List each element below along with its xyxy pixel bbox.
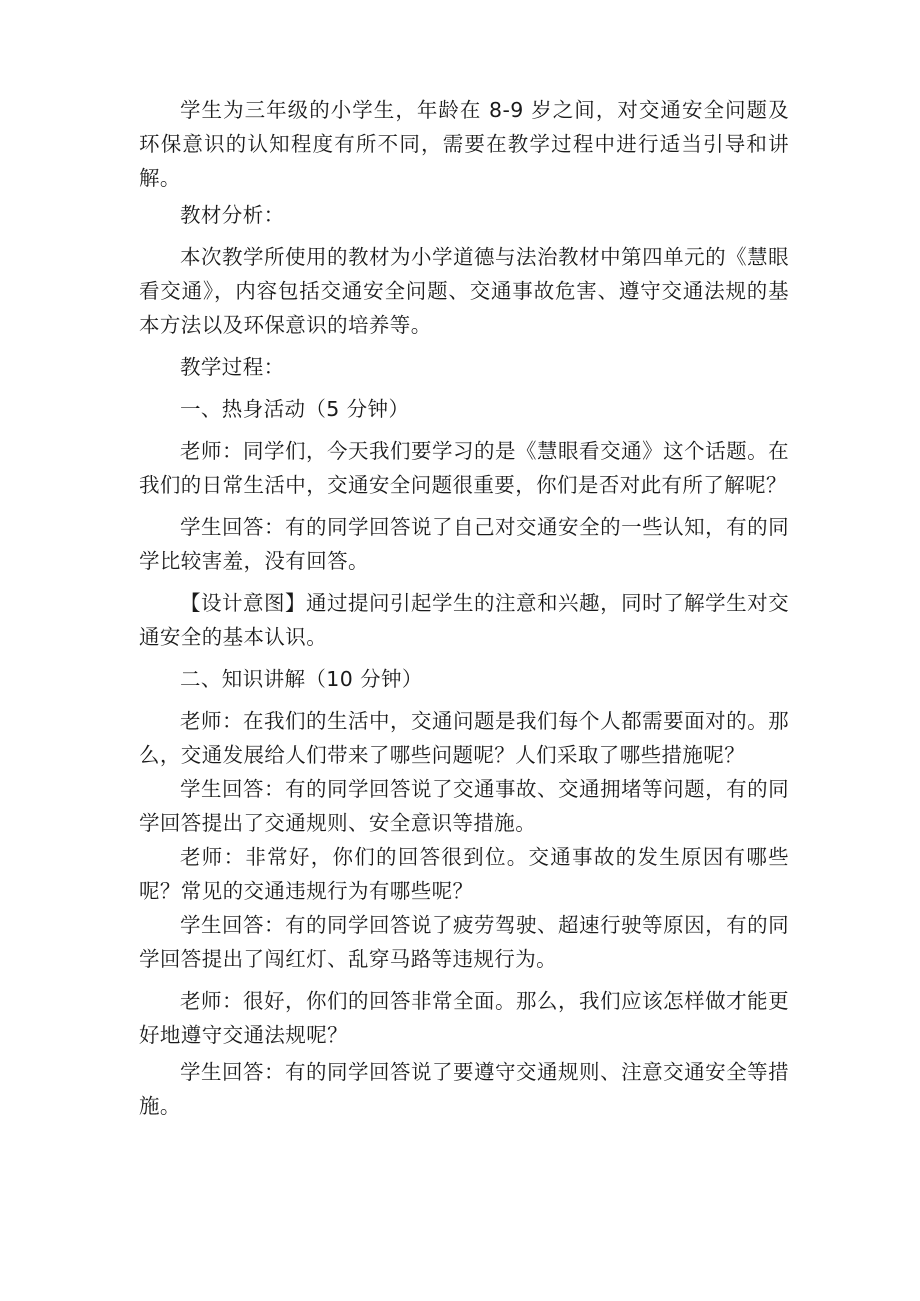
paragraph-student-answer-2: 学生回答：有的同学回答说了交通事故、交通拥堵等问题，有的同学回答提出了交通规则、安全意识等措施。	[139, 777, 789, 835]
paragraph-teacher-question-3: 老师：非常好，你们的回答很到位。交通事故的发生原因有哪些呢？常见的交通违规行为有哪些呢？	[139, 845, 789, 903]
heading-warmup-activity: 一、热身活动（5 分钟）	[180, 397, 410, 421]
document-body	[139, 93, 789, 1131]
paragraph-teacher-question-1: 老师：同学们，今天我们要学习的是《慧眼看交通》这个话题。在我们的日常生活中，交通安全问题很重要，你们是否对此有所了解呢？	[139, 439, 789, 497]
heading-teaching-process: 教学过程：	[180, 355, 285, 379]
paragraph-student-answer-1: 学生回答：有的同学回答说了自己对交通安全的一些认知，有的同学比较害羞，没有回答。	[139, 515, 789, 573]
paragraph-teacher-question-4: 老师：很好，你们的回答非常全面。那么，我们应该怎样做才能更好地遵守交通法规呢？	[139, 989, 789, 1047]
paragraph-material-description: 本次教学所使用的教材为小学道德与法治教材中第四单元的《慧眼看交通》，内容包括交通安全问题、交通事故危害、遵守交通法规的基本方法以及环保意识的培养等。	[139, 245, 789, 337]
paragraph-student-answer-4: 学生回答：有的同学回答说了要遵守交通规则、注意交通安全等措施。	[139, 1060, 789, 1118]
paragraph-student-profile: 学生为三年级的小学生，年龄在 8-9 岁之间，对交通安全问题及环保意识的认知程度有所不同，需要在教学过程中进行适当引导和讲解。	[139, 98, 789, 190]
heading-material-analysis: 教材分析：	[180, 203, 285, 227]
paragraph-design-intent: 【设计意图】通过提问引起学生的注意和兴趣，同时了解学生对交通安全的基本认识。	[139, 591, 789, 649]
paragraph-student-answer-3: 学生回答：有的同学回答说了疲劳驾驶、超速行驶等原因，有的同学回答提出了闯红灯、乱穿马路等违规行为。	[139, 913, 789, 971]
heading-knowledge-explanation: 二、知识讲解（10 分钟）	[180, 667, 423, 691]
paragraph-teacher-question-2: 老师：在我们的生活中，交通问题是我们每个人都需要面对的。那么，交通发展给人们带来了哪些问题呢？人们采取了哪些措施呢？	[139, 709, 789, 767]
